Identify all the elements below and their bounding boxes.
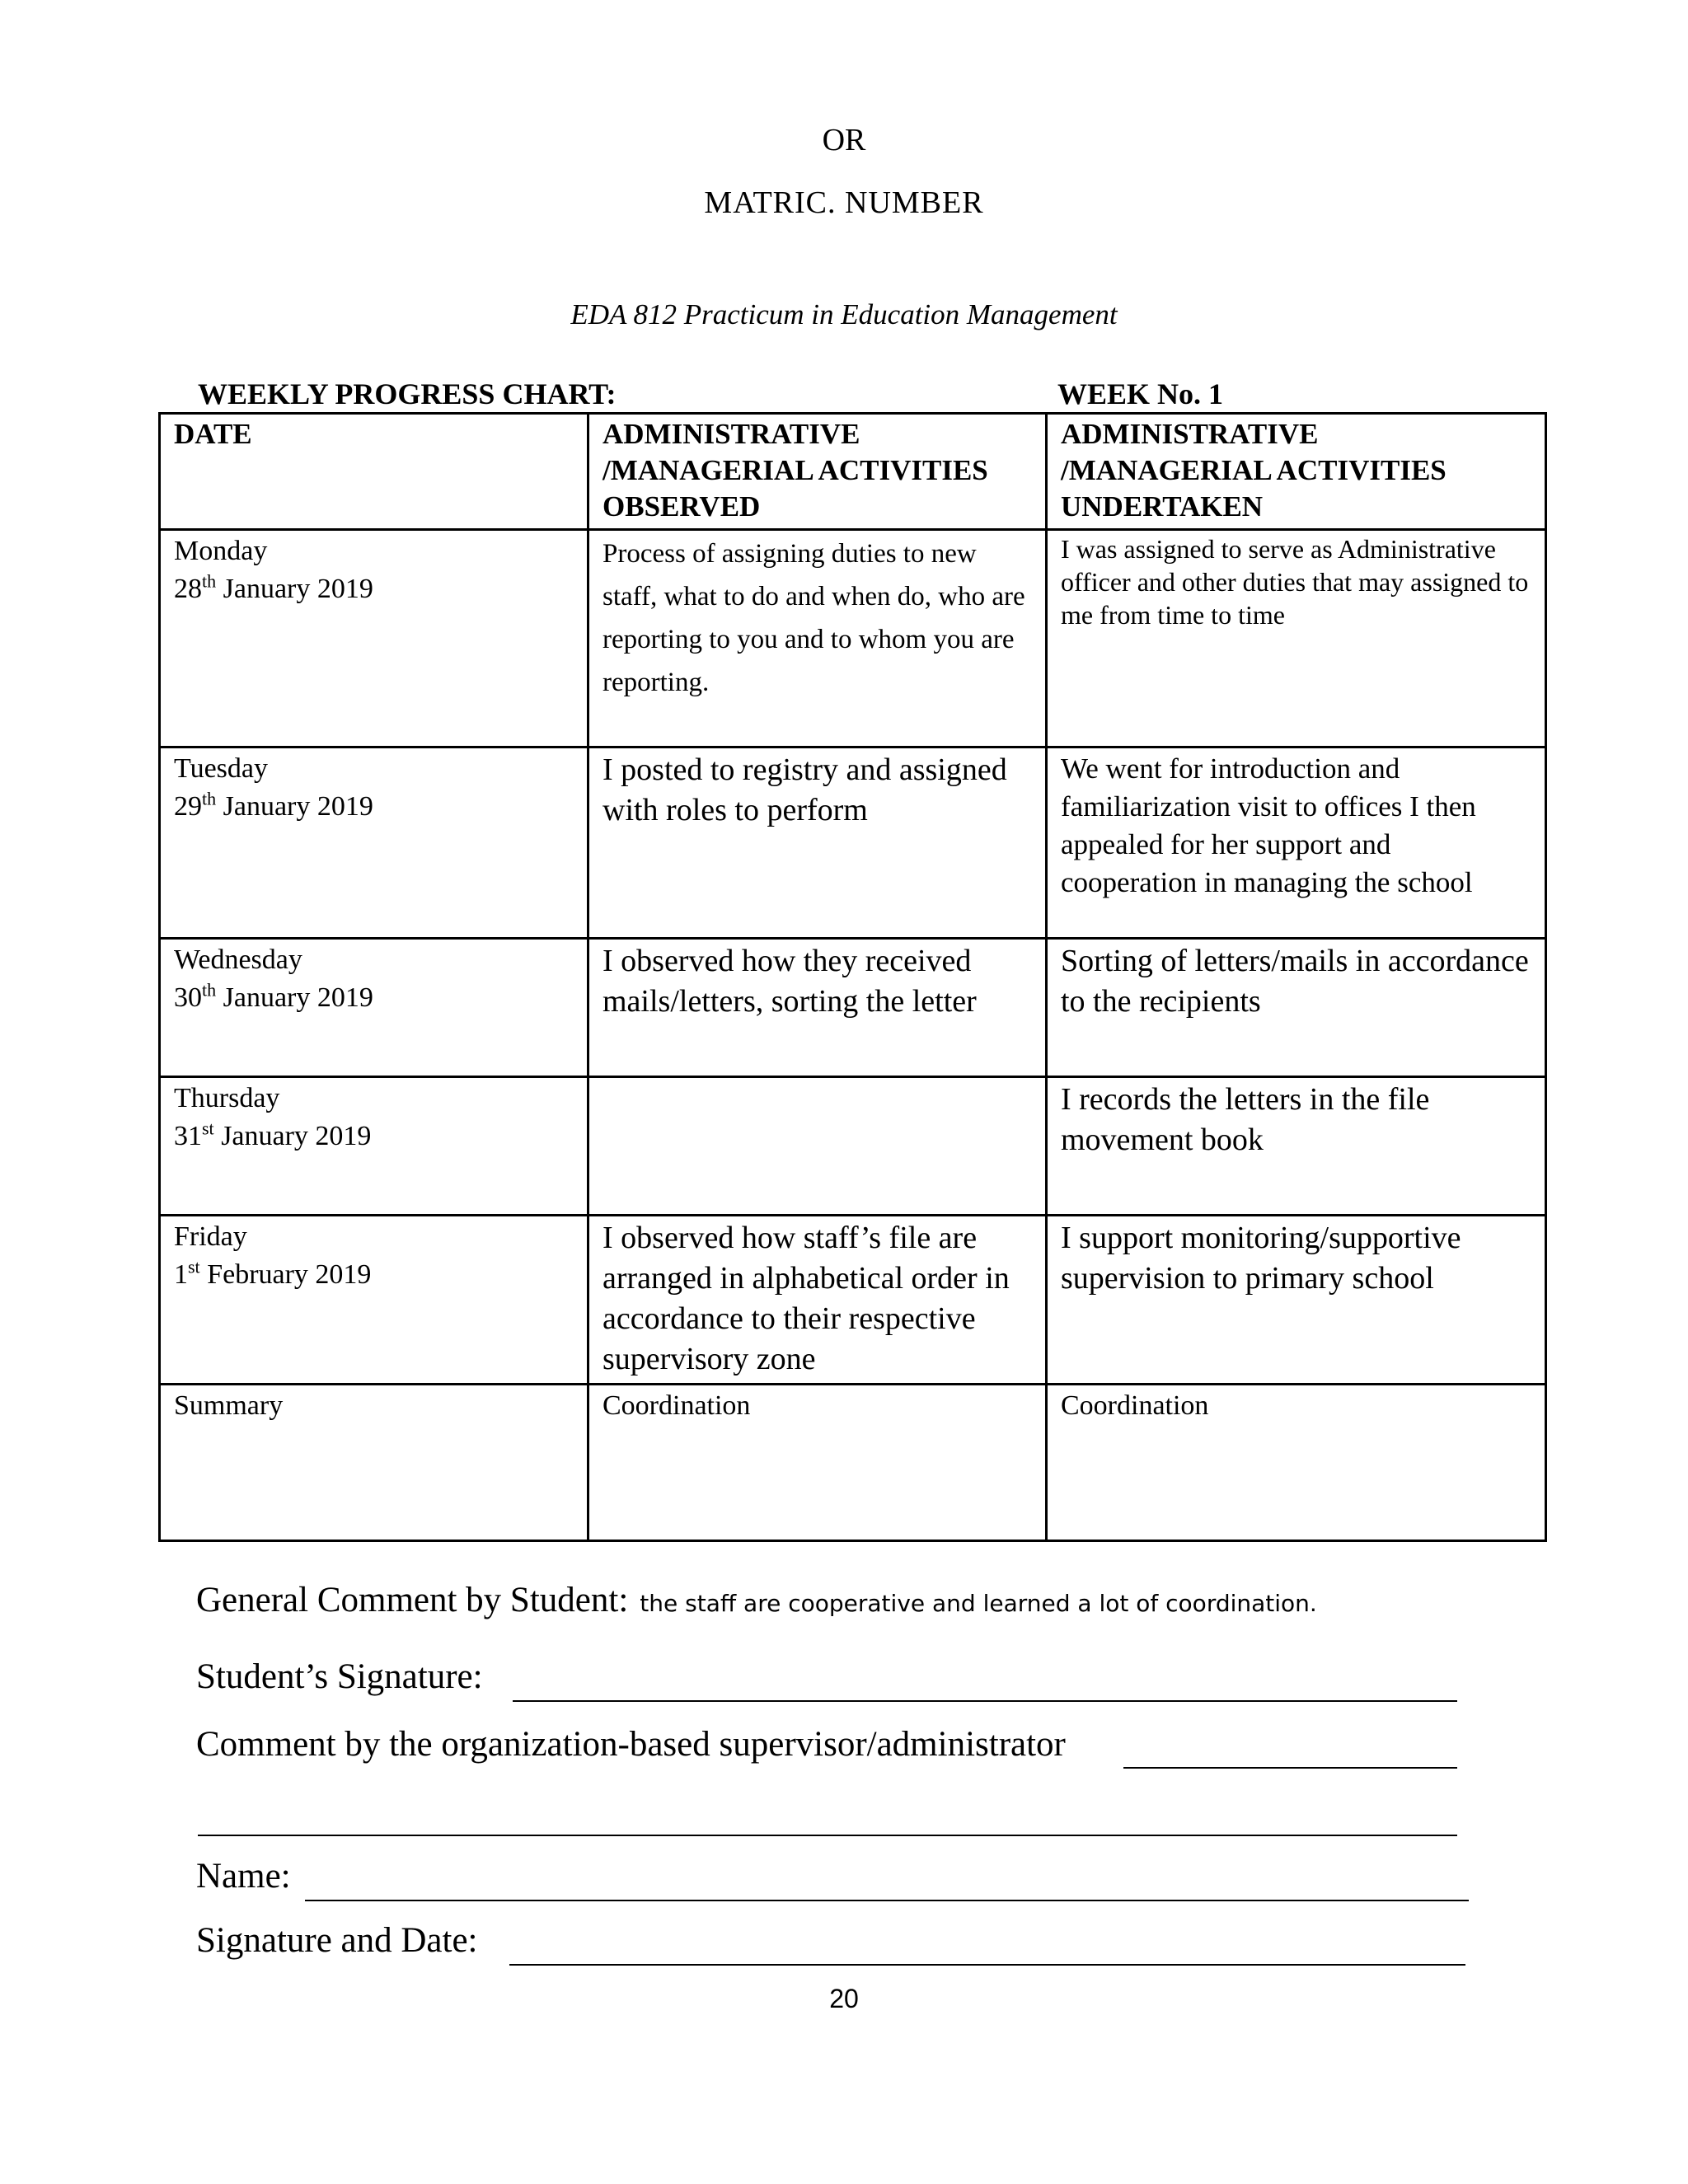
header-matric-number: MATRIC. NUMBER: [704, 185, 984, 220]
date-text: 31st January 2019: [174, 1118, 372, 1151]
observed-cell: [588, 1077, 1047, 1216]
summary-row: [160, 1385, 1546, 1541]
course-title: EDA 812 Practicum in Education Management: [570, 298, 1118, 330]
observed-cell: Process of assigning duties to new staff, what to do and when do, who are reporting to you and to whom you are reporting.: [588, 530, 1047, 748]
general-comment: [196, 1580, 1317, 1620]
day-name: Friday: [174, 1221, 247, 1252]
undertaken-cell: I records the letters in the file movement book: [1047, 1077, 1546, 1216]
student-signature-line[interactable]: [513, 1700, 1457, 1702]
supervisor-comment-line-2[interactable]: [198, 1835, 1457, 1836]
table-header-row: [160, 414, 1546, 530]
date-text: 1st February 2019: [174, 1256, 372, 1290]
date-cell: [160, 748, 588, 939]
general-comment-label: General Comment by Student:: [196, 1581, 629, 1619]
summary-observed: Coordination: [588, 1385, 1047, 1541]
supervisor-comment-line[interactable]: [1123, 1767, 1457, 1769]
date-cell: [160, 939, 588, 1077]
table-row: [160, 1216, 1546, 1385]
chart-title: WEEKLY PROGRESS CHART:: [198, 377, 617, 410]
day-name: Thursday: [174, 1083, 280, 1113]
header-or: OR: [822, 123, 866, 157]
summary-undertaken: Coordination: [1047, 1385, 1546, 1541]
date-text: 28th January 2019: [174, 570, 373, 604]
observed-cell: I observed how staff’s file are arranged in alphabetical order in accordance to their respective supervisory zone: [588, 1216, 1047, 1385]
page-number: 20: [829, 1984, 859, 2013]
date-cell: [160, 1216, 588, 1385]
undertaken-cell: Sorting of letters/mails in accordance to the recipients: [1047, 939, 1546, 1077]
column-header-date: DATE: [160, 414, 588, 530]
name-line[interactable]: [305, 1900, 1469, 1901]
signature-date-line[interactable]: [509, 1964, 1465, 1966]
date-cell: [160, 530, 588, 748]
observed-cell: I observed how they received mails/letters, sorting the letter: [588, 939, 1047, 1077]
column-header-undertaken: ADMINISTRATIVE /MANAGERIAL ACTIVITIES UNDERTAKEN: [1047, 414, 1546, 530]
summary-label: Summary: [160, 1385, 588, 1541]
date-text: 29th January 2019: [174, 788, 373, 822]
table-row: [160, 748, 1546, 939]
day-name: Monday: [174, 536, 268, 566]
column-header-observed: ADMINISTRATIVE /MANAGERIAL ACTIVITIES OBSERVED: [588, 414, 1047, 530]
observed-cell: I posted to registry and assigned with roles to perform: [588, 748, 1047, 939]
student-signature-label: Student’s Signature:: [196, 1657, 483, 1696]
name-label: Name:: [196, 1857, 291, 1896]
general-comment-value: the staff are cooperative and learned a lot of coordination.: [640, 1590, 1317, 1617]
signature-date-label: Signature and Date:: [196, 1921, 478, 1960]
date-text: 30th January 2019: [174, 979, 373, 1013]
date-cell: [160, 1077, 588, 1216]
day-name: Tuesday: [174, 753, 268, 784]
weekly-progress-table: [158, 412, 1547, 1542]
supervisor-comment-label: Comment by the organization-based supervisor/administrator: [196, 1725, 1066, 1764]
undertaken-cell: I was assigned to serve as Administrative officer and other duties that may assigned to me from time to time: [1047, 530, 1546, 748]
table-row: [160, 1077, 1546, 1216]
table-row: [160, 939, 1546, 1077]
undertaken-cell: We went for introduction and familiarization visit to offices I then appealed for her support and cooperation in managing the school: [1047, 748, 1546, 939]
table-row: [160, 530, 1546, 748]
week-number: WEEK No. 1: [1057, 377, 1224, 410]
undertaken-cell: I support monitoring/supportive supervision to primary school: [1047, 1216, 1546, 1385]
day-name: Wednesday: [174, 944, 302, 975]
